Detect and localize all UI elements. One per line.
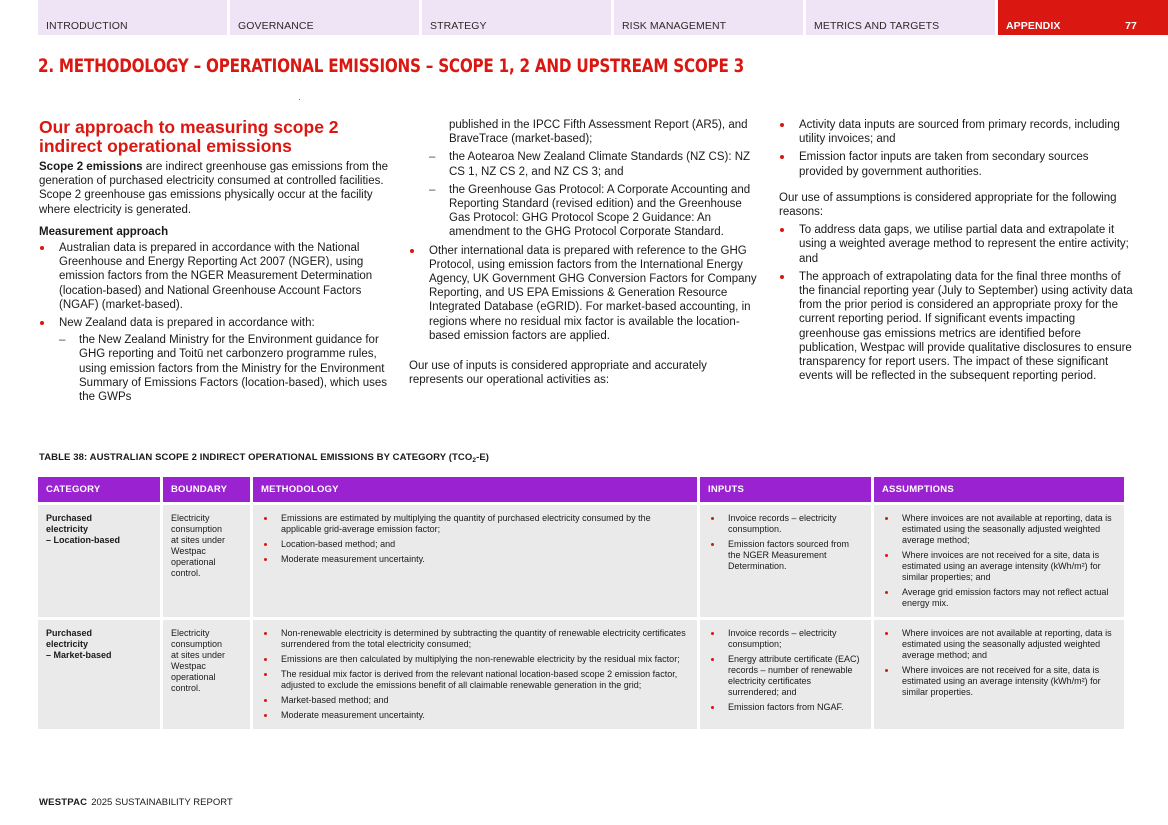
- list-item: Emission factors from NGAF.: [708, 702, 863, 713]
- column-header-inputs: INPUTS: [700, 477, 871, 502]
- boundary-line: Westpac: [171, 546, 206, 556]
- inputs-list: [779, 118, 1135, 179]
- list-item: To address data gaps, we utilise partial data and extrapolate it using a weighted average method to represent the entire activity; and: [779, 223, 1135, 266]
- category-line: electricity: [46, 639, 89, 649]
- list-item: The approach of extrapolating data for the final three months of the financial reporting year (July to September) using activity data from the prior period is considered an appropriate proxy for the current reporting period. If significant events impacting greenhouse gas emissions metrics are identified before publication, Westpac will provide qualitative disclosures to ensure transparency for report users. The impact of these significant events will be reflected in the subsequent reporting period.: [779, 270, 1135, 384]
- cell-category: [38, 505, 160, 617]
- scope2-intro-bold: Scope 2 emissions: [39, 161, 143, 173]
- tab-appendix-label: APPENDIX: [1006, 20, 1061, 32]
- cell-methodology: [253, 620, 697, 729]
- table-title-end: -E): [476, 452, 490, 463]
- tab-risk-management[interactable]: RISK MANAGEMENT: [614, 0, 803, 35]
- list-item: Activity data inputs are sourced from primary records, including utility invoices; and: [779, 118, 1135, 146]
- measurement-approach-heading: Measurement approach: [39, 225, 169, 238]
- category-line: electricity: [46, 524, 89, 534]
- inputs-intro: Our use of inputs is considered appropriate and accurately represents our operational activities as:: [409, 360, 707, 387]
- cell-methodology: [253, 505, 697, 617]
- nz-sub-list-cont: [409, 150, 763, 239]
- list-item-australia: Australian data is prepared in accordance with the National Greenhouse and Energy Reporting Act 2007 (NGER), using emission factors from the NGER Measurement Determination (location-based) and National Greenhouse Account Factors (NGAF) (market-based).: [39, 241, 391, 312]
- nz-intro: New Zealand data is prepared in accordance with:: [59, 317, 315, 330]
- list-item: Where invoices are not received for a site, data is estimated using an average intensity (kWh/m²) for similar properties; and: [882, 550, 1116, 583]
- divider-dot: [299, 99, 300, 100]
- nz-sub-list: [59, 333, 391, 404]
- list-item: Where invoices are not received for a site, data is estimated using an average intensity (kWh/m²) for similar properties.: [882, 665, 1116, 698]
- tab-metrics-and-targets[interactable]: METRICS AND TARGETS: [806, 0, 995, 35]
- tab-introduction[interactable]: INTRODUCTION: [38, 0, 227, 35]
- top-navigation: [38, 0, 1168, 35]
- assumptions-intro: Our use of assumptions is considered appropriate for the following reasons:: [779, 191, 1117, 219]
- footer-brand: WESTPAC: [39, 797, 88, 808]
- list-item: Emissions are estimated by multiplying the quantity of purchased electricity consumed by the applicable grid-average emission factor;: [261, 513, 689, 535]
- list-item: Emission factor inputs are taken from secondary sources provided by government authorities.: [779, 150, 1135, 178]
- scope2-intro: [39, 160, 391, 217]
- cell-assumptions: [874, 505, 1124, 617]
- table-title-sub: 2: [472, 457, 477, 464]
- column-1: [39, 118, 391, 408]
- boundary-line: at sites under: [171, 650, 226, 660]
- column-header-boundary: BOUNDARY: [163, 477, 250, 502]
- scope2-intro-text: are indirect greenhouse gas emissions from the generation of purchased electricity consumed at controlled facilities. Scope 2 greenhouse gas emissions physically occur at the facility where electricity is generated.: [39, 161, 389, 216]
- list-item: Emission factors sourced from the NGER Measurement Determination.: [708, 539, 863, 572]
- list-item: Emissions are then calculated by multiplying the non-renewable electricity by the residual mix factor;: [261, 654, 689, 665]
- column-header-methodology: METHODOLOGY: [253, 477, 697, 502]
- tab-appendix[interactable]: [998, 0, 1168, 35]
- list-item: Where invoices are not available at reporting, data is estimated using the seasonally adjusted weighted average method;: [882, 513, 1116, 546]
- category-line: Purchased: [46, 513, 93, 523]
- list-item: Location-based method; and: [261, 539, 689, 550]
- cell-inputs: [700, 620, 871, 729]
- boundary-line: Westpac: [171, 661, 206, 671]
- column-2: [409, 118, 763, 387]
- measurement-list: [39, 241, 391, 404]
- page-number: 77: [1125, 20, 1137, 32]
- table-title: [39, 452, 489, 464]
- column-3: [779, 118, 1135, 387]
- cell-category: [38, 620, 160, 729]
- section-title: 2. METHODOLOGY – OPERATIONAL EMISSIONS – SCOPE 1, 2 AND UPSTREAM SCOPE 3: [38, 55, 744, 77]
- boundary-line: control.: [171, 568, 201, 578]
- nz-sub-item-ghg-protocol: – the Greenhouse Gas Protocol: A Corporate Accounting and Reporting Standard (revised edition) and the Greenhouse Gas Protocol: GHG Protocol Scope 2 Guidance: An amendment to the GHG Protocol Corporate Standard.: [429, 183, 763, 240]
- cell-boundary: [163, 620, 250, 729]
- mfe-continuation: published in the IPCC Fifth Assessment Report (AR5), and BraveTrace (market-based);: [449, 119, 748, 146]
- list-item: Moderate measurement uncertainty.: [261, 710, 689, 721]
- table-row: [38, 620, 1124, 729]
- tab-strategy[interactable]: STRATEGY: [422, 0, 611, 35]
- nz-sub-item-nzcs: – the Aotearoa New Zealand Climate Standards (NZ CS): NZ CS 1, NZ CS 2, and NZ CS 3; and: [429, 150, 763, 178]
- nz-sub-item-mfe: – the New Zealand Ministry for the Environment guidance for GHG reporting and Toitū net carbonzero programme rules, using emission factors from the Ministry for the Environment Summary of Emissions Factors (location-based), which uses the GWPs: [59, 333, 391, 404]
- list-item: Invoice records – electricity consumption;: [708, 628, 863, 650]
- table-row: [38, 505, 1124, 617]
- list-item: The residual mix factor is derived from the relevant national location-based scope 2 emission factor, adjusted to exclude the emissions benefit of all claimable renewable generation in the grid;: [261, 669, 689, 691]
- cell-inputs: [700, 505, 871, 617]
- footer-report: 2025 SUSTAINABILITY REPORT: [91, 797, 233, 808]
- footer: [39, 797, 233, 808]
- tab-governance[interactable]: GOVERNANCE: [230, 0, 419, 35]
- list-item: Average grid emission factors may not reflect actual energy mix.: [882, 587, 1116, 609]
- list-item-international: Other international data is prepared with reference to the GHG Protocol, using emission factors from the International Energy Agency, UK Government GHG Conversion Factors for Company Reporting, and US EPA Emissions & Generation Resource Integrated Database (eGRID). For market-based accounting, in regions where no residual mix factor is available the location-based emission factors are applied.: [409, 244, 763, 343]
- boundary-line: operational: [171, 557, 216, 567]
- emissions-table: [35, 474, 1127, 732]
- boundary-line: consumption: [171, 524, 223, 534]
- category-line: – Market-based: [46, 650, 112, 660]
- list-item-new-zealand: [39, 316, 391, 404]
- boundary-line: Electricity: [171, 513, 210, 523]
- table-title-main: TABLE 38: AUSTRALIAN SCOPE 2 INDIRECT OPERATIONAL EMISSIONS BY CATEGORY (TCO: [39, 452, 473, 463]
- cell-assumptions: [874, 620, 1124, 729]
- category-line: Purchased: [46, 628, 93, 638]
- boundary-line: control.: [171, 683, 201, 693]
- list-item: Invoice records – electricity consumption.: [708, 513, 863, 535]
- list-item: Market-based method; and: [261, 695, 689, 706]
- table-header-row: [38, 477, 1124, 502]
- category-line: – Location-based: [46, 535, 121, 545]
- assumptions-list: [779, 223, 1135, 383]
- boundary-line: operational: [171, 672, 216, 682]
- international-list: [409, 244, 763, 343]
- cell-boundary: [163, 505, 250, 617]
- list-item: Moderate measurement uncertainty.: [261, 554, 689, 565]
- list-item: Where invoices are not available at reporting, data is estimated using the seasonally adjusted weighted average method; and: [882, 628, 1116, 661]
- boundary-line: Electricity: [171, 628, 210, 638]
- column-header-category: CATEGORY: [38, 477, 160, 502]
- list-item: Non-renewable electricity is determined by subtracting the quantity of renewable electricity certificates surrendered from the total electricity consumed;: [261, 628, 689, 650]
- list-item: Energy attribute certificate (EAC) records – number of renewable electricity certificates surrendered; and: [708, 654, 863, 698]
- approach-heading: Our approach to measuring scope 2 indirect operational emissions: [39, 117, 339, 156]
- column-header-assumptions: ASSUMPTIONS: [874, 477, 1124, 502]
- boundary-line: consumption: [171, 639, 223, 649]
- boundary-line: at sites under: [171, 535, 226, 545]
